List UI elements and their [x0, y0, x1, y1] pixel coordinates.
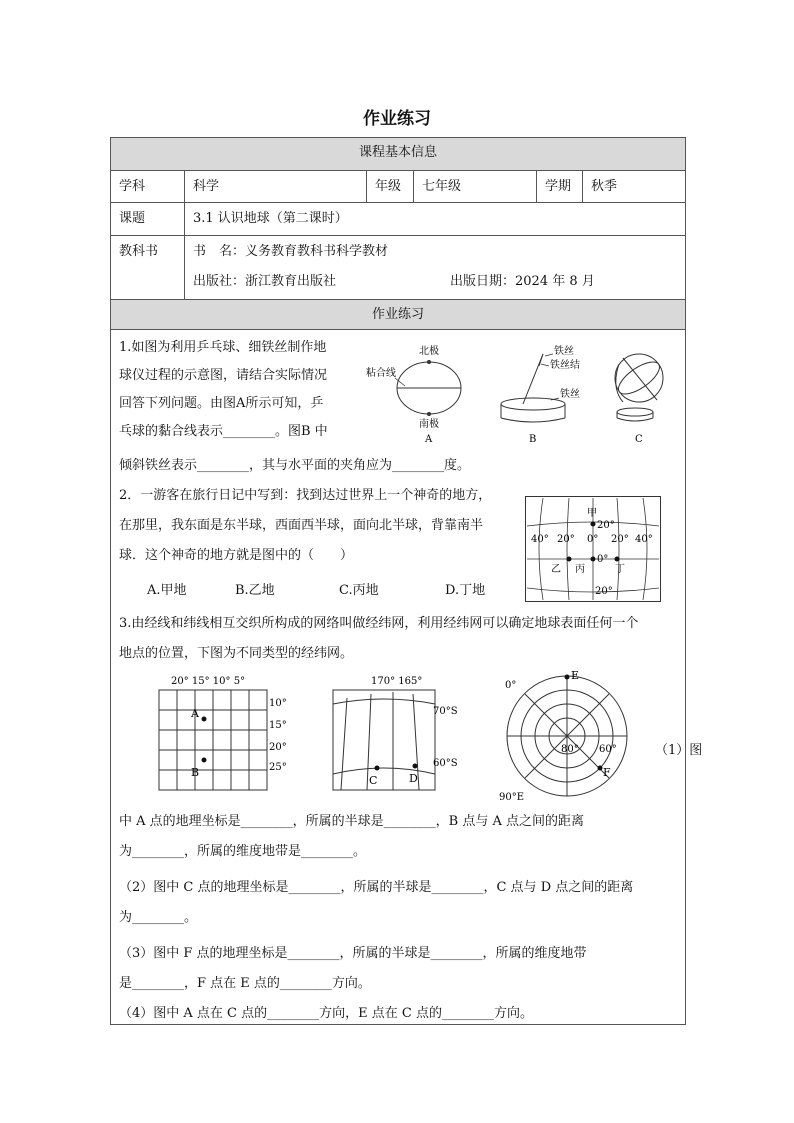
table-header: 课程基本信息: [111, 138, 685, 170]
q3-line: （4）图中 A 点在 C 点的________方向，E 点在 C 点的________方向。: [119, 1006, 533, 1021]
point-c: C: [369, 774, 378, 787]
term-label: 学期: [536, 171, 571, 202]
q2-option-c[interactable]: C.丙地: [339, 583, 379, 598]
polar-grid-figure: [499, 670, 649, 804]
lon-label: 40°: [635, 534, 653, 545]
lon-0: 0°: [505, 680, 517, 691]
lat-60: 60°: [599, 744, 617, 755]
point-b: B: [191, 766, 200, 779]
homework-table: [110, 137, 703, 1025]
q2-line: 2．一游客在旅行日记中写到：找到达过世界上一个神奇的地方，: [119, 488, 492, 503]
lon-label: 20°: [557, 534, 575, 545]
q3-line: 是________，F 点在 E 点的________方向。: [119, 976, 371, 991]
lesson-value: 3.1 认识地球（第二课时）: [184, 203, 348, 235]
textbook-label: 教科书: [119, 244, 159, 259]
north-pole-label: 北极: [419, 346, 439, 357]
term-value: 秋季: [582, 171, 617, 202]
q2-option-a[interactable]: A.甲地: [147, 583, 187, 598]
q3-line: 中 A 点的地理坐标是________，所属的半球是________，B 点与 A 点之间的距离: [119, 814, 584, 829]
subject-value: 科学: [184, 171, 219, 202]
seam-label: 粘合线: [366, 368, 396, 379]
q2-line: 球．这个神奇的地方就是图中的（ ）: [119, 548, 354, 563]
lat-0: 0°: [597, 554, 609, 565]
fig2-top-labels: 170° 165°: [371, 676, 423, 687]
publisher: 出版社：浙江教育出版社: [193, 274, 337, 289]
point-e: E: [571, 669, 580, 682]
q1-line: 回答下列问题。由图A所示可知，乒: [119, 396, 324, 411]
south-pole-label: 南极: [419, 419, 439, 430]
fig1-lat: 20°: [269, 742, 287, 753]
publish-date: 出版日期：2024 年 8 月: [450, 274, 595, 289]
textbook-info: [184, 236, 687, 299]
info-row: [111, 170, 685, 202]
grade-label: 年级: [366, 171, 401, 202]
point-yi: 乙: [551, 564, 561, 575]
page-title: 作业练习: [363, 109, 431, 129]
point-d: D: [409, 772, 418, 785]
grid-figure-1: [151, 672, 301, 800]
q3-line: 为________，所属的维度地带是________。: [119, 844, 367, 859]
q3-intro: 地点的位置，下图为不同类型的经纬网。: [119, 646, 354, 661]
q3-intro: 3.由经线和纬线相互交织所构成的网络叫做经纬网，利用经纬网可以确定地球表面任何一个: [119, 616, 639, 631]
fig-label-b: B: [529, 434, 537, 445]
point-f: F: [603, 766, 611, 779]
wire-label-2: 铁丝: [560, 389, 580, 400]
book-name: 书 名：义务教育教科书科学教材: [193, 244, 389, 259]
grid-figure-2: [325, 672, 465, 800]
q2-option-b[interactable]: B.乙地: [235, 583, 275, 598]
q1-line: 1.如图为利用乒乓球、细铁丝制作地: [119, 340, 327, 355]
q3-line: （3）图中 F 点的地理坐标是________，所属的半球是________，所属的维度地带: [119, 946, 587, 961]
q2-option-d[interactable]: D.丁地: [445, 583, 486, 598]
wire-label: 铁丝: [554, 346, 574, 357]
q1-line: 乓球的黏合线表示________。图B 中: [119, 424, 328, 439]
point-a: A: [191, 707, 199, 720]
fig-label-c: C: [635, 434, 643, 445]
section-header: 作业练习: [111, 299, 685, 329]
lon-label: 20°: [611, 534, 629, 545]
lat-80: 80°: [561, 744, 579, 755]
textbook-row: [111, 235, 685, 299]
fig-label-a: A: [425, 434, 433, 445]
lat-20s: 20°: [595, 586, 613, 597]
q3-line: 为________。: [119, 910, 198, 925]
lesson-label: 课题: [119, 211, 146, 226]
lat-60s: 60°S: [433, 758, 458, 769]
subject-label: 学科: [119, 179, 146, 194]
point-bing: 丙: [575, 564, 585, 575]
fig1-lat: 25°: [269, 762, 287, 773]
point-ding: 丁: [615, 564, 625, 575]
globe-making-figure: [361, 340, 671, 450]
fig1-lat: 10°: [269, 698, 287, 709]
lat-70s: 70°S: [433, 706, 458, 717]
lon-90e: 90°E: [499, 792, 525, 803]
lon-label: 0°: [587, 534, 599, 545]
lon-label: 40°: [531, 534, 549, 545]
fig1-top-labels: 20° 15° 10° 5°: [171, 676, 246, 687]
q2-line: 在那里，我东面是东半球，西面西半球，面向北半球，背靠南半: [119, 518, 484, 533]
q1-line: 球仪过程的示意图，请结合实际情况: [119, 368, 328, 383]
q3-line: （2）图中 C 点的地理坐标是________，所属的半球是________，C 点与 D 点之间的距离: [119, 880, 634, 895]
q1-line: 倾斜铁丝表示________，其与水平面的夹角应为________度。: [119, 458, 471, 473]
lesson-row: [111, 202, 685, 235]
q3-part1-start: （1）图: [655, 743, 703, 758]
lat-20n: 20°: [597, 520, 615, 531]
wire-knot-label: 铁丝结: [550, 360, 580, 371]
exercise-body: [111, 329, 703, 1024]
fig1-lat: 15°: [269, 720, 287, 731]
grade-value: 七年级: [413, 171, 461, 202]
point-jia: 甲: [587, 508, 597, 519]
lat-lon-grid-figure: [525, 496, 661, 602]
